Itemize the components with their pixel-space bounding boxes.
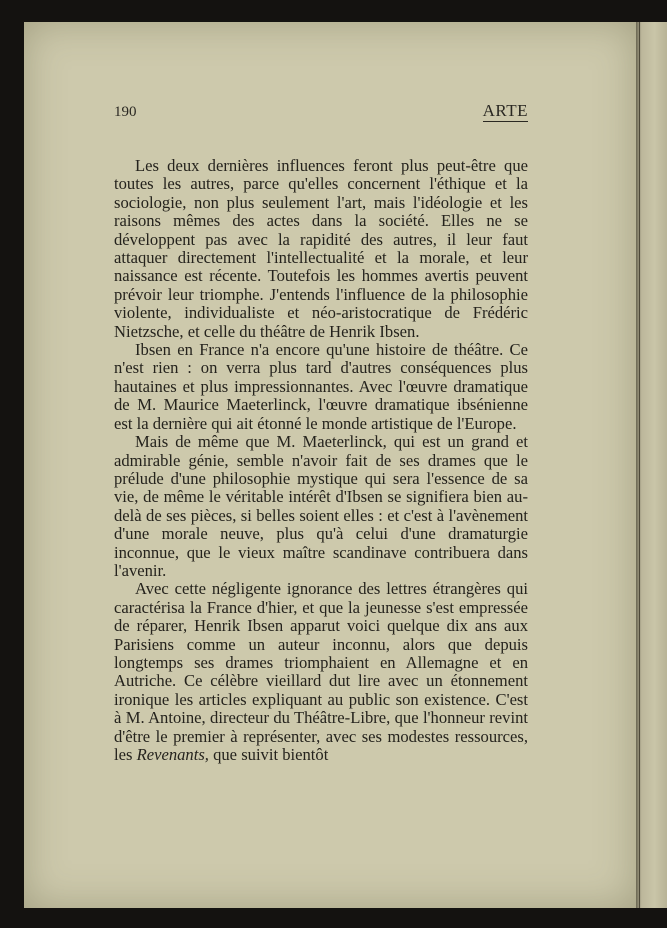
running-title: ARTE (482, 101, 528, 120)
paragraph-text: Avec cette négligente ignorance des lettres étrangères qui caractérisa la France d'hier, et que la jeunesse s'est empressée de réparer, Henrik Ibsen apparut voici quelque dix ans aux Parisiens comme un auteur inconnu, alors que depuis longtemps ses drames triomphaient en Allemagne et en Autriche. Ce célèbre vieillard dut lire avec un étonnement ironique les articles expliquant au public son existence. C'est à M. Antoine, directeur du Théâtre-Libre, que l'honneur revint d'être le premier à représenter, avec ses modestes ressources, les (114, 579, 528, 764)
page-header (114, 101, 528, 126)
paragraph-text: Mais de même que M. Maeterlinck, qui est un grand et admirable génie, semble n'avoir fait de ses drames que le prélude d'une philosophie mystique qui sera l'essence de sa vie, de même le véritable intérêt d'Ibsen se signifiera bien au-delà de ses pièces, si belles soient elles : et c'est à l'avènement d'une morale neuve, plus qu'à celui d'une dramaturgie inconnue, que le vieux maître scandinave contribuera dans l'avenir. (114, 432, 528, 580)
body-text (114, 157, 528, 764)
paragraph (114, 580, 528, 764)
paragraph-text-end: que suivit bientôt (208, 745, 329, 764)
facing-page-edge (636, 22, 667, 908)
page-number: 190 (114, 104, 137, 120)
italic-title: Revenants, (136, 745, 209, 764)
paragraph-text: Ibsen en France n'a encore qu'une histoire de théâtre. Ce n'est rien : on verra plus tard d'autres conséquences plus hautaines et plus impressionnantes. Avec l'œuvre dramatique de M. Maurice Maeterlinck, l'œuvre dramatique ibsénienne est la dernière qui ait étonné le monde artistique de l'Europe. (114, 340, 528, 433)
page-fold-line (639, 22, 640, 908)
paragraph (114, 341, 528, 433)
paragraph (114, 433, 528, 580)
paragraph (114, 157, 528, 341)
paragraph-text: Les deux dernières influences feront plus peut-être que toutes les autres, parce qu'elles concernent l'éthique et la sociologie, non plus seulement l'art, mais l'idéologie et les raisons mêmes des actes dans la société. Elles ne se développent pas avec la rapidité des autres, il leur faut attaquer directement l'intellectualité et la morale, et leur naissance est récente. Toutefois les hommes avertis peuvent prévoir leur triomphe. J'entends l'influence de la philosophie violente, individualiste et néo-aristocratique de Frédéric Nietzsche, et celle du théâtre de Henrik Ibsen. (114, 156, 528, 341)
